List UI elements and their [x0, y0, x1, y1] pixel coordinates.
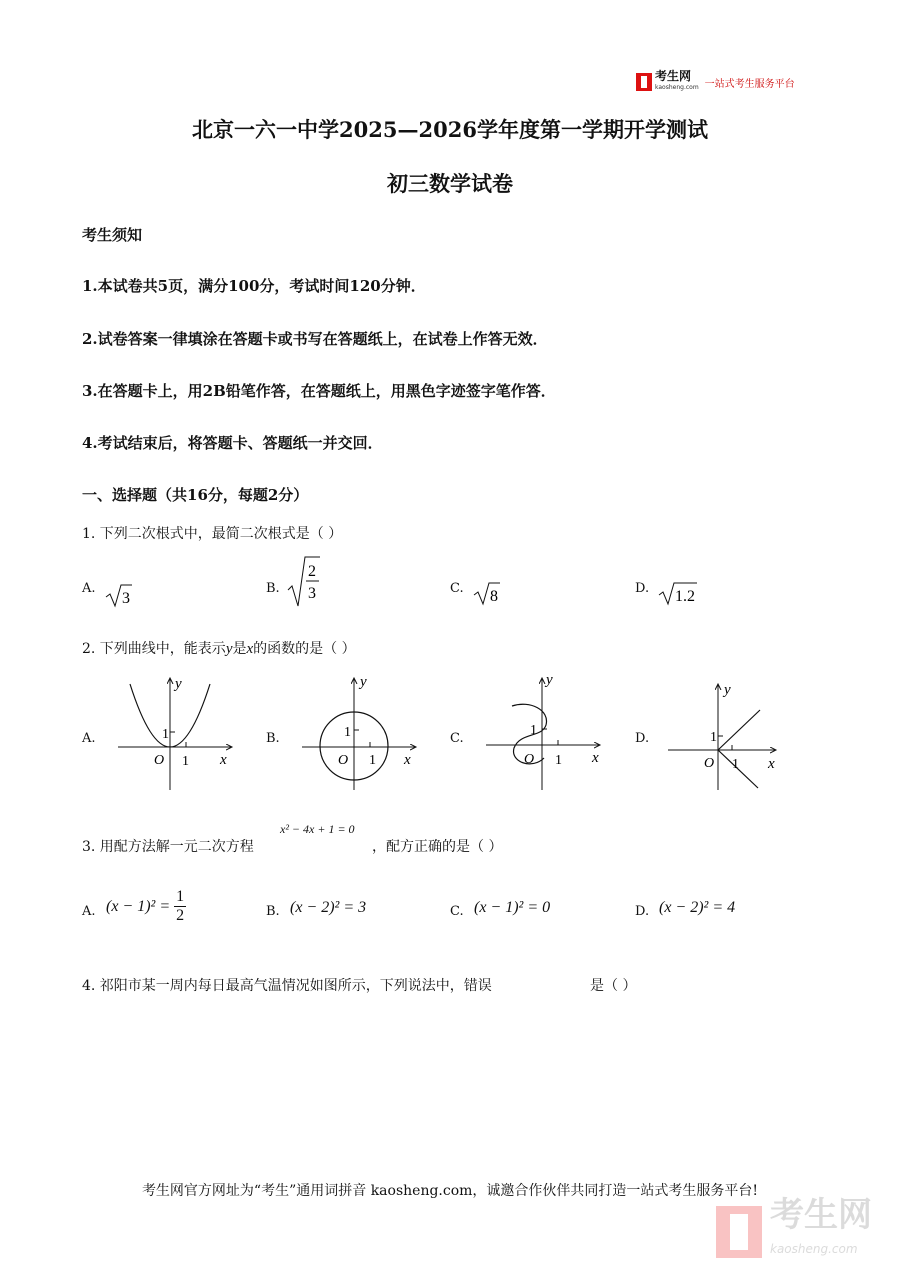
q1-option-d-label: D.	[635, 581, 650, 596]
fraction-numerator: 1	[176, 888, 185, 905]
logo-icon	[636, 73, 652, 91]
q2-option-a-label: A.	[82, 731, 96, 746]
question-2-stem	[82, 638, 356, 658]
q2-graph-d	[664, 678, 794, 793]
q1-option-b-label: B.	[266, 581, 280, 596]
tick-label: 1	[182, 754, 189, 769]
tick-label: 1	[344, 725, 351, 740]
origin-label: O	[524, 752, 535, 767]
q1-option-b-radical	[286, 554, 322, 608]
q2-graph-c	[480, 670, 610, 795]
tick-label: 1	[530, 723, 537, 738]
q2-option-d-label: D.	[635, 731, 650, 746]
origin-label: O	[704, 756, 715, 771]
y-axis-label: y	[175, 676, 182, 692]
ray-up	[718, 710, 760, 750]
question-3-equation: x² − 4x + 1 = 0	[280, 822, 355, 836]
brand-logo	[636, 71, 795, 93]
question-3-stem-b: ，配方正确的是（ ）	[372, 839, 503, 855]
radicand: 3	[122, 590, 130, 607]
tick-label: 1	[732, 757, 739, 772]
q3-option-a-expr: (x − 1)² =	[106, 897, 171, 915]
q1-option-d-radical	[657, 580, 699, 606]
x-axis-label: x	[768, 756, 775, 772]
radicand-denominator: 3	[308, 585, 316, 602]
x-axis-label: x	[592, 750, 599, 766]
radicand: 8	[490, 588, 498, 605]
q2-graph-b	[296, 670, 426, 795]
watermark-icon	[716, 1206, 762, 1258]
watermark-domain: kaosheng.com	[770, 1242, 858, 1256]
radicand-numerator: 2	[308, 563, 316, 580]
var-x: x	[246, 641, 254, 657]
q2-option-c-label: C.	[450, 731, 464, 746]
watermark-logo	[716, 1195, 872, 1266]
fraction	[174, 888, 186, 925]
logo-name: 考生网	[655, 69, 692, 83]
q3-option-a-label: A.	[82, 904, 96, 919]
q3-option-d: (x − 2)² = 4	[659, 899, 736, 916]
notice-item: 3.在答题卡上，用2B铅笔作答，在答题纸上，用黑色字迹签字笔作答．	[82, 382, 556, 400]
footer-text: 考生网官方网址为“考生”通用词拼音 kaosheng.com，诚邀合作伙伴共同打造一站式考生服务平台!	[141, 1183, 759, 1199]
logo-slogan: 一站式考生服务平台	[704, 78, 795, 90]
tick-label: 1	[555, 753, 562, 768]
x-axis-label: x	[404, 752, 411, 768]
q1-option-c-radical	[472, 580, 502, 606]
page-title: 北京一六一中学2025—2026学年度第一学期开学测试	[192, 117, 708, 142]
origin-label: O	[338, 753, 349, 768]
radicand: 1.2	[675, 588, 695, 605]
q1-option-a-label: A.	[82, 581, 96, 596]
tick-label: 1	[369, 753, 376, 768]
q2-option-b-label: B.	[266, 731, 280, 746]
q2-graph-a	[112, 670, 242, 795]
q1-option-a-radical	[104, 582, 134, 608]
question-4-stem-b: 是（ ）	[590, 978, 637, 994]
notice-item: 4.考试结束后，将答题卡、答题纸一并交回．	[82, 434, 383, 452]
section-heading: 一、选择题（共16分，每题2分）	[82, 486, 309, 504]
fraction-denominator: 2	[176, 907, 185, 924]
y-axis-label: y	[360, 674, 367, 690]
y-axis-label: y	[724, 682, 731, 698]
notice-item: 2.试卷答案一律填涂在答题卡或书写在答题纸上，在试卷上作答无效．	[82, 330, 548, 348]
x-axis-label: x	[220, 752, 227, 768]
tick-label: 1	[162, 727, 169, 742]
y-axis-label: y	[546, 672, 553, 688]
q3-option-d-label: D.	[635, 904, 650, 919]
notice-heading: 考生须知	[82, 226, 143, 244]
stem-part: 2. 下列曲线中，能表示	[82, 641, 226, 657]
q3-option-c-label: C.	[450, 904, 464, 919]
question-3-stem-a: 3. 用配方法解一元二次方程	[82, 839, 254, 855]
q3-option-c: (x − 1)² = 0	[474, 899, 551, 916]
logo-domain: kaosheng.com	[655, 84, 699, 91]
tick-label: 1	[710, 730, 717, 745]
watermark-name: 考生网	[770, 1195, 872, 1235]
q3-option-b: (x − 2)² = 3	[290, 899, 367, 916]
page-subtitle: 初三数学试卷	[387, 171, 513, 196]
notice-item: 1.本试卷共5页，满分100分，考试时间120分钟．	[82, 277, 426, 295]
q1-option-c-label: C.	[450, 581, 464, 596]
stem-part: 的函数的是（ ）	[253, 641, 356, 657]
stem-part: 是	[232, 641, 247, 657]
question-4-stem-a: 4. 祁阳市某一周内每日最高气温情况如图所示，下列说法中，错误	[82, 978, 492, 994]
q3-option-a	[106, 888, 186, 925]
question-1-stem: 1. 下列二次根式中，最简二次根式是（ ）	[82, 526, 343, 542]
q3-option-b-label: B.	[266, 904, 280, 919]
origin-label: O	[154, 753, 165, 768]
var-y: y	[225, 641, 233, 657]
